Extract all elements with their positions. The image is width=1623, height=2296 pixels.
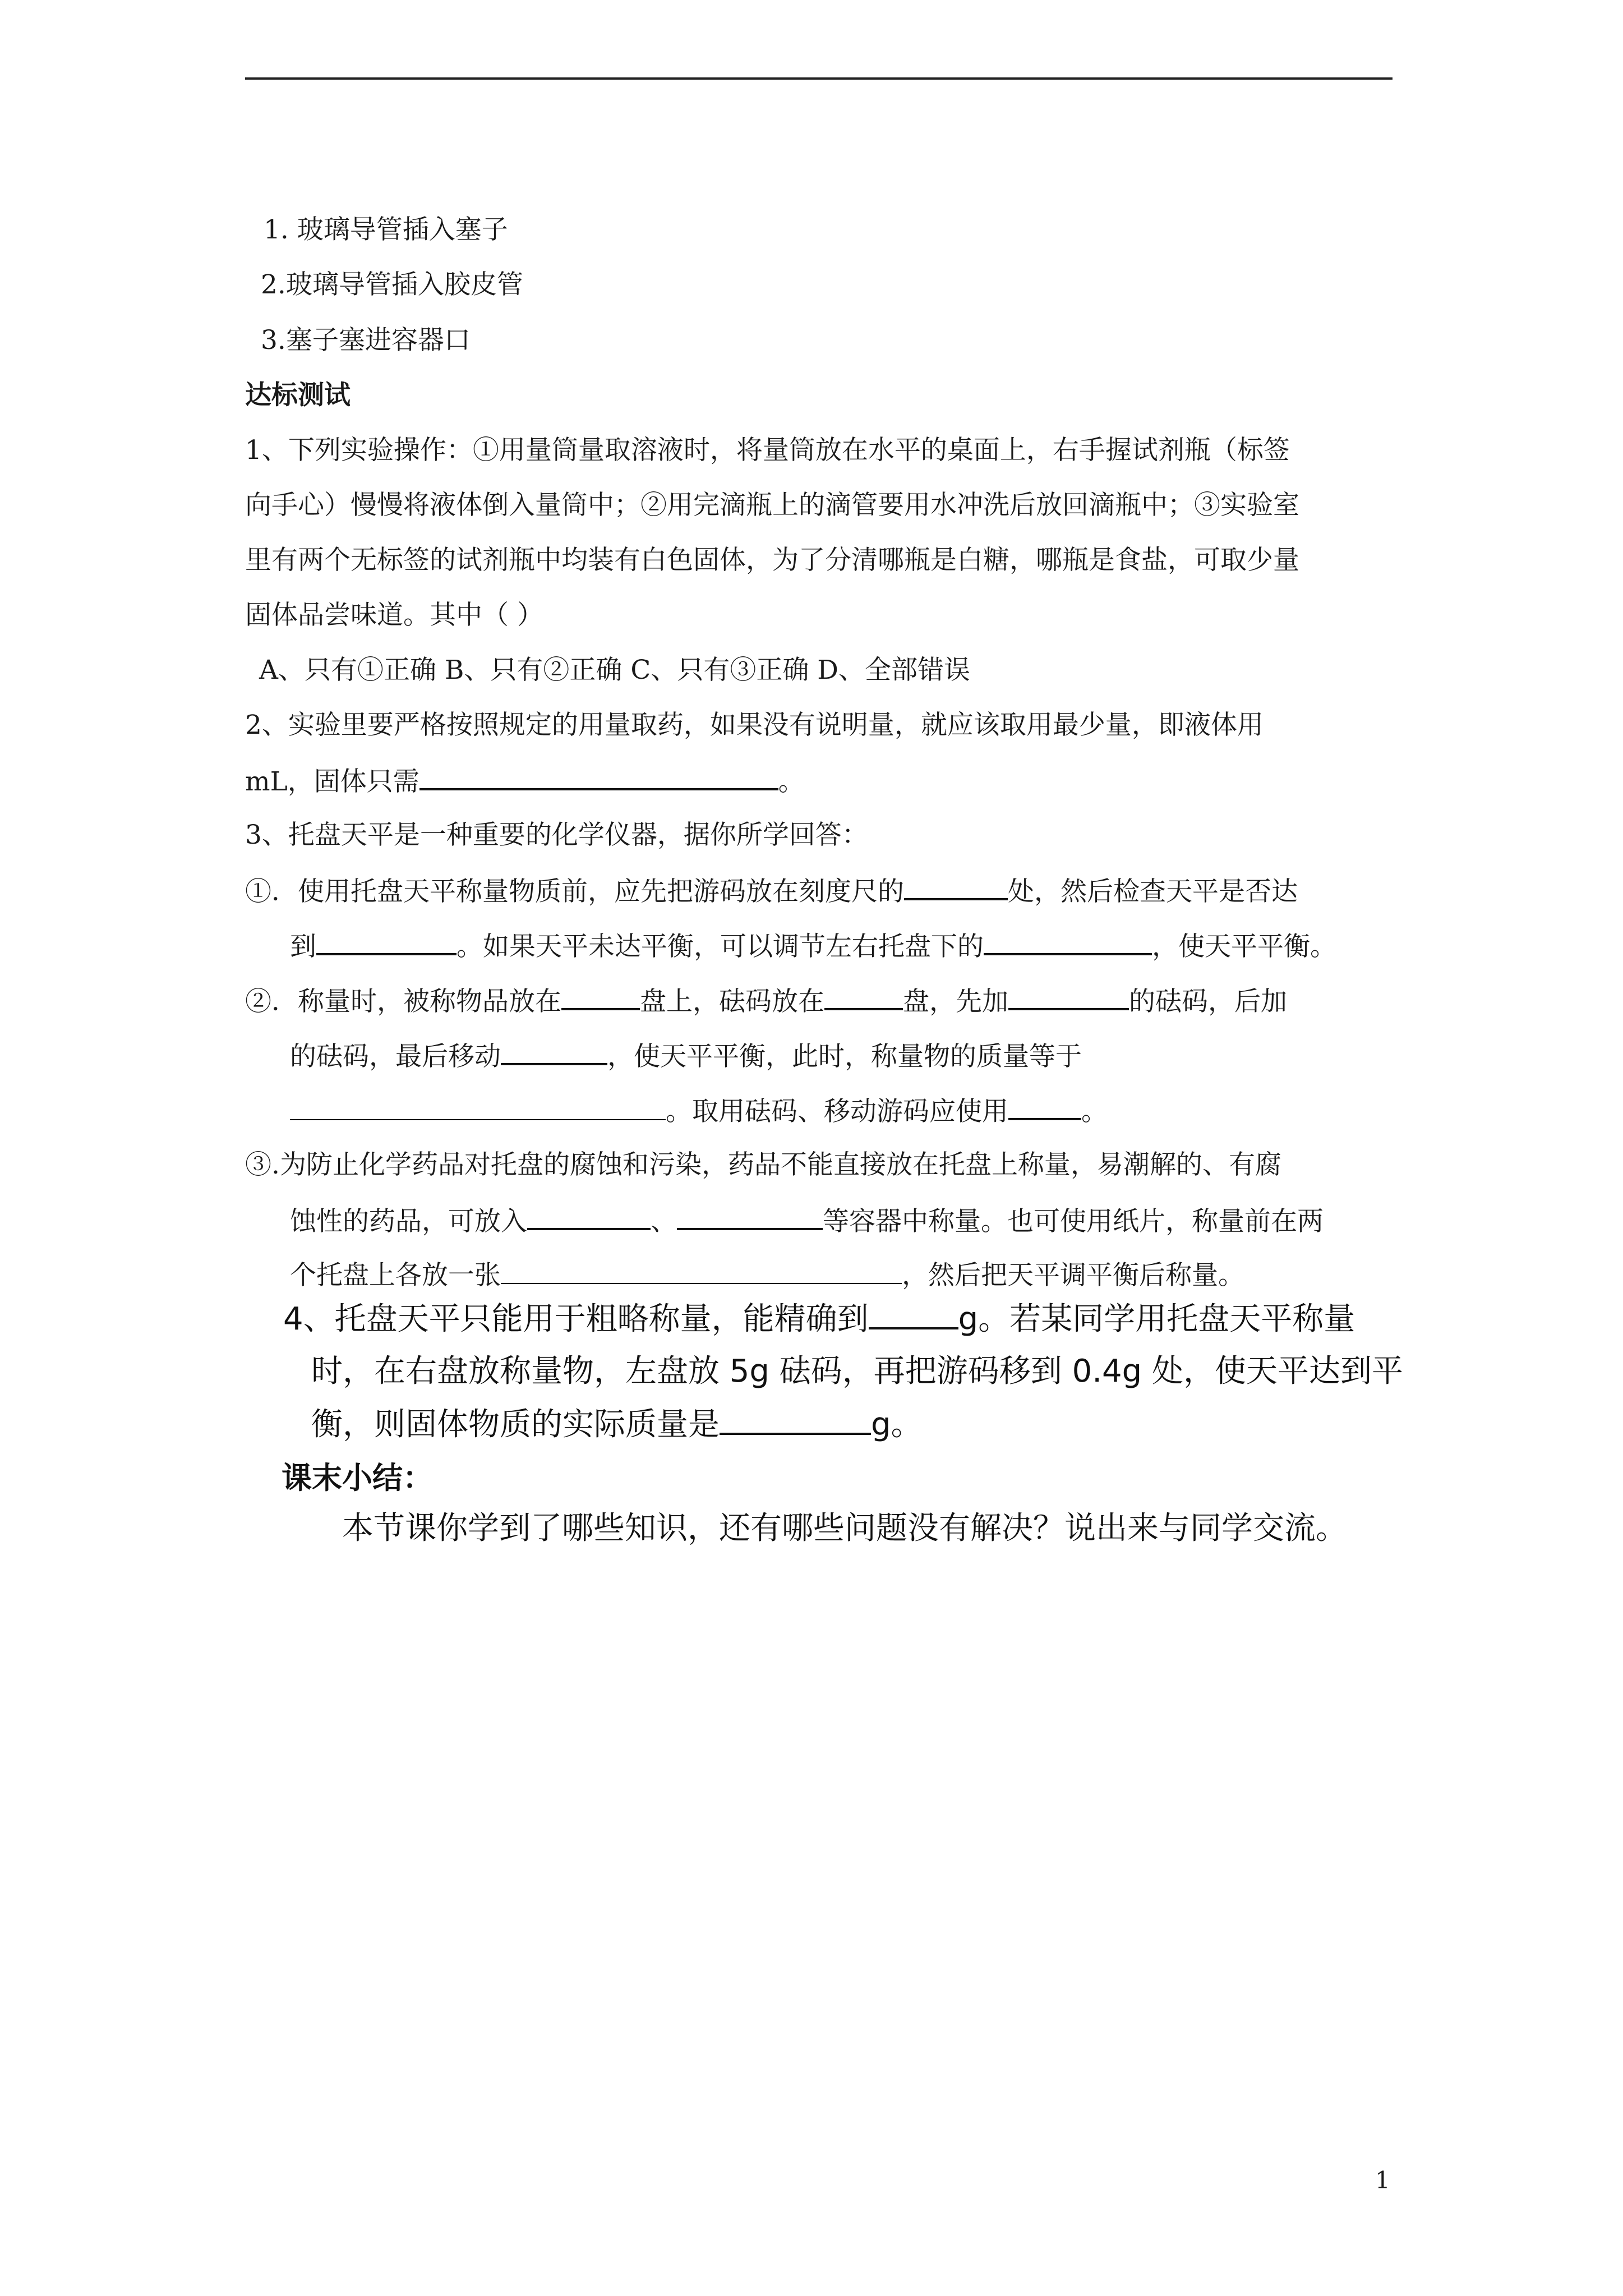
q3-p2-text-g: 。取用砝码、移动游码应使用 bbox=[666, 1096, 1008, 1127]
summary-text: 本节课你学到了哪些知识，还有哪些问题没有解决？说出来与同学交流。 bbox=[342, 1510, 1347, 1547]
q2-blank[interactable] bbox=[419, 763, 778, 790]
q3-part3-line1: ③.为防止化学药品对托盘的腐蚀和污染，药品不能直接放在托盘上称量，易潮解的、有腐 bbox=[245, 1149, 1281, 1180]
q3-p2-text-b: 盘上，砝码放在 bbox=[640, 986, 824, 1017]
q1-line3: 里有两个无标签的试剂瓶中均装有白色固体，为了分清哪瓶是白糖，哪瓶是食盐，可取少量 bbox=[245, 545, 1299, 576]
q3-p1-text-e: ，使天平平衡。 bbox=[1152, 931, 1336, 962]
q3-p3-text-b: 蚀性的药品，可放入 bbox=[290, 1206, 527, 1237]
q3-blank-tool[interactable] bbox=[1008, 1093, 1081, 1120]
q4-blank-actual-mass[interactable] bbox=[720, 1405, 871, 1435]
q3-p3-text-d: 等容器中称量。也可使用纸片，称量前在两 bbox=[823, 1206, 1324, 1237]
q3-p2-text-a: ②．称量时，被称物品放在 bbox=[245, 986, 561, 1017]
q3-p2-text-d: 的砝码，后加 bbox=[1129, 986, 1287, 1017]
q2-line2 bbox=[245, 763, 805, 799]
q3-p2-text-e: 的砝码，最后移动 bbox=[290, 1041, 501, 1072]
q1-line4: 固体品尝味道。其中（ ） bbox=[245, 600, 543, 631]
q3-blank-object-pan[interactable] bbox=[561, 983, 640, 1010]
header-rule bbox=[245, 77, 1393, 80]
q3-p1-text-b: 处，然后检查天平是否达 bbox=[1008, 876, 1298, 907]
q3-blank-balance-state[interactable] bbox=[316, 928, 457, 955]
q3-p2-text-h: 。 bbox=[1081, 1096, 1108, 1127]
step-3: 3.塞子塞进容器口 bbox=[261, 325, 471, 356]
step-1: 1. 玻璃导管插入塞子 bbox=[264, 214, 508, 245]
step-2: 2.玻璃导管插入胶皮管 bbox=[261, 269, 523, 300]
section-title: 达标测试 bbox=[245, 380, 351, 411]
q3-p2-text-f: ，使天平平衡，此时，称量物的质量等于 bbox=[607, 1041, 1082, 1072]
q4-text-a: 4、托盘天平只能用于粗略称量，能精确到 bbox=[283, 1301, 869, 1337]
q3-blank-mass-equals[interactable] bbox=[290, 1094, 666, 1120]
q4-line3 bbox=[311, 1405, 923, 1444]
q3-part2-line2 bbox=[290, 1038, 1082, 1074]
q3-intro: 3、托盘天平是一种重要的化学仪器，据你所学回答： bbox=[245, 820, 868, 850]
summary-title: 课末小结： bbox=[282, 1460, 433, 1496]
q3-blank-paper[interactable] bbox=[501, 1258, 902, 1284]
q3-p1-text-a: ①．使用托盘天平称量物质前，应先把游码放在刻度尺的 bbox=[245, 876, 904, 907]
q3-blank-move-item[interactable] bbox=[501, 1038, 607, 1065]
q2-line1: 2、实验里要严格按照规定的用量取药，如果没有说明量，就应该取用最少量，即液体用 bbox=[245, 710, 1264, 740]
q3-blank-scale-position[interactable] bbox=[904, 873, 1008, 900]
q3-part2-line3 bbox=[290, 1093, 1108, 1129]
q3-part1-line2 bbox=[290, 928, 1336, 964]
q2-end: 。 bbox=[778, 766, 805, 797]
q3-part3-line2 bbox=[290, 1203, 1324, 1239]
q3-p1-text-d: 。如果天平未达平衡，可以调节左右托盘下的 bbox=[457, 931, 984, 962]
page-number: 1 bbox=[1375, 2166, 1390, 2194]
q1-line2: 向手心）慢慢将液体倒入量筒中；②用完滴瓶上的滴管要用水冲洗后放回滴瓶中；③实验室 bbox=[245, 490, 1299, 521]
q3-blank-container-1[interactable] bbox=[527, 1203, 651, 1230]
q3-p3-text-f: ，然后把天平调平衡后称量。 bbox=[902, 1260, 1244, 1291]
q3-p1-text-c: 到 bbox=[290, 931, 316, 962]
q3-p2-text-c: 盘，先加 bbox=[903, 986, 1008, 1017]
q3-p3-text-e: 个托盘上各放一张 bbox=[290, 1260, 501, 1291]
q4-blank-precision[interactable] bbox=[869, 1299, 958, 1329]
q3-part3-line3 bbox=[290, 1258, 1244, 1292]
q1-options: A、只有①正确 B、只有②正确 C、只有③正确 D、全部错误 bbox=[259, 655, 970, 685]
q3-blank-weight-pan[interactable] bbox=[824, 983, 903, 1010]
q3-blank-weight-order[interactable] bbox=[1008, 983, 1129, 1010]
q4-line1 bbox=[283, 1299, 1355, 1339]
q2-text: mL，固体只需 bbox=[245, 766, 419, 797]
q3-part1-line1 bbox=[245, 873, 1298, 909]
q1-line1: 1、下列实验操作：①用量筒量取溶液时，将量筒放在水平的桌面上，右手握试剂瓶（标签 bbox=[245, 435, 1290, 466]
q4-text-d: 衡，则固体物质的实际质量是 bbox=[311, 1406, 720, 1443]
q3-part2-line1 bbox=[245, 983, 1287, 1019]
q3-blank-adjust-screw[interactable] bbox=[984, 928, 1152, 955]
q3-blank-container-2[interactable] bbox=[677, 1203, 823, 1230]
q4-text-b: g。若某同学用托盘天平称量 bbox=[958, 1301, 1355, 1337]
q3-p3-text-c: 、 bbox=[651, 1206, 677, 1237]
q4-line2: 时，在右盘放称量物，左盘放 5g 砝码，再把游码移到 0.4g 处，使天平达到平 bbox=[311, 1353, 1403, 1389]
q4-text-e: g。 bbox=[871, 1406, 923, 1443]
